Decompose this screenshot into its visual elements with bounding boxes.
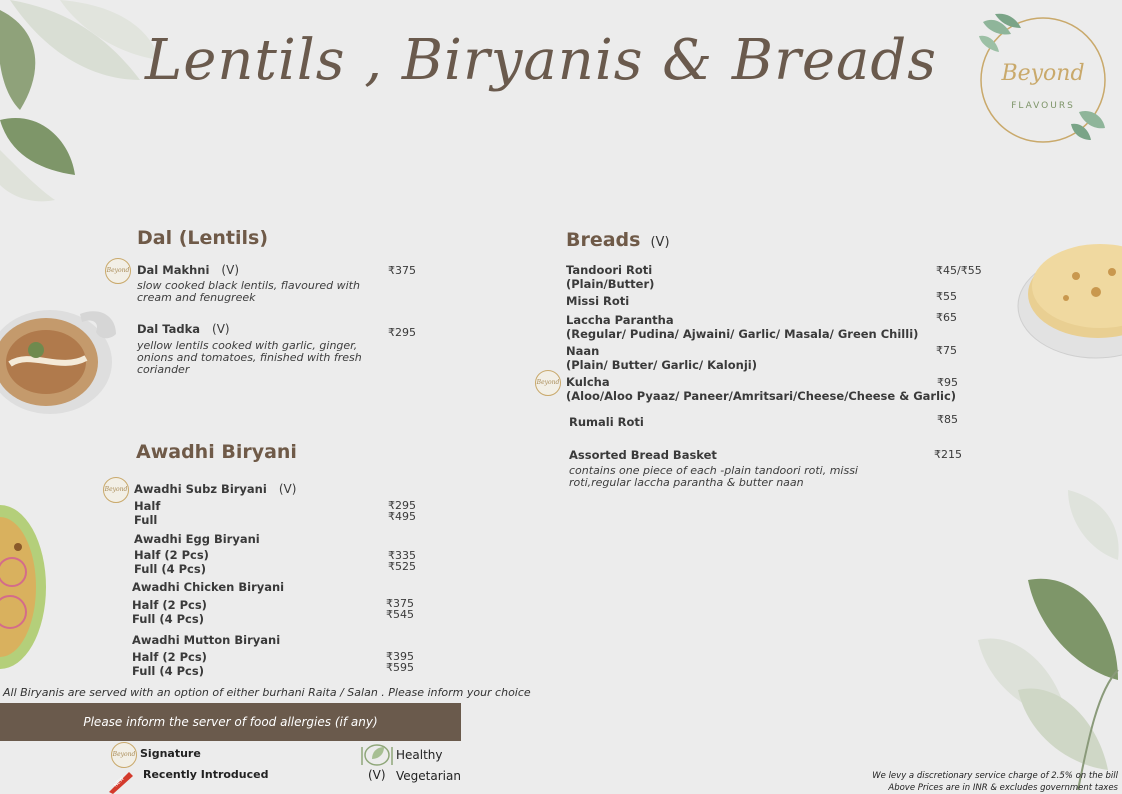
service-charge-note: We levy a discretionary service charge of 2.5% on the bill <box>872 771 1118 781</box>
menu-item-bread-basket: Assorted Bread Basket <box>569 448 717 462</box>
item-name: Tandoori Roti <box>566 263 653 277</box>
item-options: (Regular/ Pudina/ Ajwaini/ Garlic/ Masala/ Green Chilli) <box>566 327 919 341</box>
item-options: (Plain/Butter) <box>566 277 655 291</box>
veg-tag: (V) <box>278 482 297 496</box>
new-ribbon-icon <box>107 768 133 794</box>
veg-tag: (V) <box>212 322 230 336</box>
bread-stack-illustration <box>1016 232 1122 362</box>
signature-badge: Beyond <box>111 742 137 768</box>
legend-vegetarian-label: Vegetarian <box>396 769 461 783</box>
item-options: (Plain/ Butter/ Garlic/ Kalonji) <box>566 358 757 372</box>
biryani-plate-illustration <box>0 502 48 672</box>
price-half: ₹335 <box>388 549 416 562</box>
menu-item-chicken-biryani: Awadhi Chicken Biryani <box>132 580 285 594</box>
price-full: ₹595 <box>386 661 414 674</box>
item-price: ₹45/₹55 <box>936 264 982 277</box>
menu-item-naan <box>566 344 757 372</box>
menu-item-laccha-parantha <box>566 313 918 341</box>
item-name: Awadhi Subz Biryani <box>134 482 267 496</box>
healthy-leaf-icon <box>360 741 394 767</box>
item-price: ₹65 <box>936 311 957 324</box>
footer-notes <box>780 770 1118 794</box>
menu-item-rumali-roti: Rumali Roti <box>569 415 644 429</box>
page-title: Lentils , Biryanis & Breads <box>145 28 937 93</box>
portion-half: Half (2 Pcs) <box>132 650 207 664</box>
price-half: ₹395 <box>386 650 414 663</box>
price-half: ₹295 <box>388 499 416 512</box>
portion-half: Half (2 Pcs) <box>134 548 209 562</box>
legend-signature-label: Signature <box>140 747 201 760</box>
price-full: ₹525 <box>388 560 416 573</box>
item-name: Naan <box>566 344 600 358</box>
signature-badge: Beyond <box>535 370 561 396</box>
menu-item-dal-makhni <box>137 263 239 277</box>
portion-full: Full <box>134 513 158 527</box>
menu-item-dal-tadka <box>137 322 230 336</box>
menu-item-subz-biryani <box>134 482 296 496</box>
item-name: Kulcha <box>566 375 610 389</box>
veg-symbol: (V) <box>368 768 386 782</box>
tax-note: Above Prices are in INR & excludes government taxes <box>888 783 1118 793</box>
allergy-notice-banner: Please inform the server of food allergies (if any) <box>0 703 461 741</box>
section-title: Breads <box>566 229 641 251</box>
item-description: contains one piece of each -plain tandoori roti, missi roti,regular laccha parantha & butter naan <box>569 464 858 489</box>
veg-tag: (V) <box>650 235 670 250</box>
menu-item-mutton-biryani: Awadhi Mutton Biryani <box>132 633 281 647</box>
biryani-serving-note: All Biryanis are served with an option of either burhani Raita / Salan . Please inform your choice <box>3 686 531 699</box>
signature-badge: Beyond <box>105 258 131 284</box>
item-price: ₹85 <box>937 413 958 426</box>
logo-subtitle: FLAVOURS <box>1011 101 1075 111</box>
item-name: Laccha Parantha <box>566 313 674 327</box>
portion-full: Full (4 Pcs) <box>132 612 204 626</box>
item-price: ₹295 <box>388 326 416 339</box>
menu-item-missi-roti: Missi Roti <box>566 294 630 308</box>
legend-recently-label: Recently Introduced <box>143 768 269 781</box>
item-price: ₹95 <box>937 376 958 389</box>
brand-logo <box>975 12 1111 148</box>
item-name: Dal Tadka <box>137 322 201 336</box>
breads-section-heading <box>566 229 670 251</box>
biryani-section-heading: Awadhi Biryani <box>136 441 297 463</box>
new-ribbon-label: NEW <box>112 775 126 789</box>
dal-section-heading: Dal (Lentils) <box>137 227 269 249</box>
menu-item-tandoori-roti <box>566 263 654 291</box>
item-description: slow cooked black lentils, flavoured with cream and fenugreek <box>137 279 360 304</box>
menu-item-kulcha <box>566 375 956 403</box>
price-full: ₹495 <box>388 510 416 523</box>
menu-item-egg-biryani: Awadhi Egg Biryani <box>134 532 260 546</box>
price-full: ₹545 <box>386 608 414 621</box>
price-half: ₹375 <box>386 597 414 610</box>
leaf-decoration-bottom-right <box>978 490 1122 794</box>
dal-bowl-illustration <box>0 300 118 418</box>
logo-wordmark: Beyond <box>1001 61 1085 86</box>
item-price: ₹75 <box>936 344 957 357</box>
legend-healthy-label: Healthy <box>396 748 443 762</box>
item-price: ₹55 <box>936 290 957 303</box>
item-price: ₹215 <box>934 448 962 461</box>
item-description: yellow lentils cooked with garlic, ginger, onions and tomatoes, finished with fresh coriander <box>137 339 362 376</box>
veg-tag: (V) <box>221 263 239 277</box>
item-name: Dal Makhni <box>137 263 210 277</box>
signature-badge: Beyond <box>103 477 129 503</box>
portion-full: Full (4 Pcs) <box>132 664 204 678</box>
item-price: ₹375 <box>388 264 416 277</box>
portion-half: Half <box>134 499 161 513</box>
item-options: (Aloo/Aloo Pyaaz/ Paneer/Amritsari/Cheese/Cheese & Garlic) <box>566 389 957 403</box>
portion-full: Full (4 Pcs) <box>134 562 206 576</box>
portion-half: Half (2 Pcs) <box>132 598 207 612</box>
